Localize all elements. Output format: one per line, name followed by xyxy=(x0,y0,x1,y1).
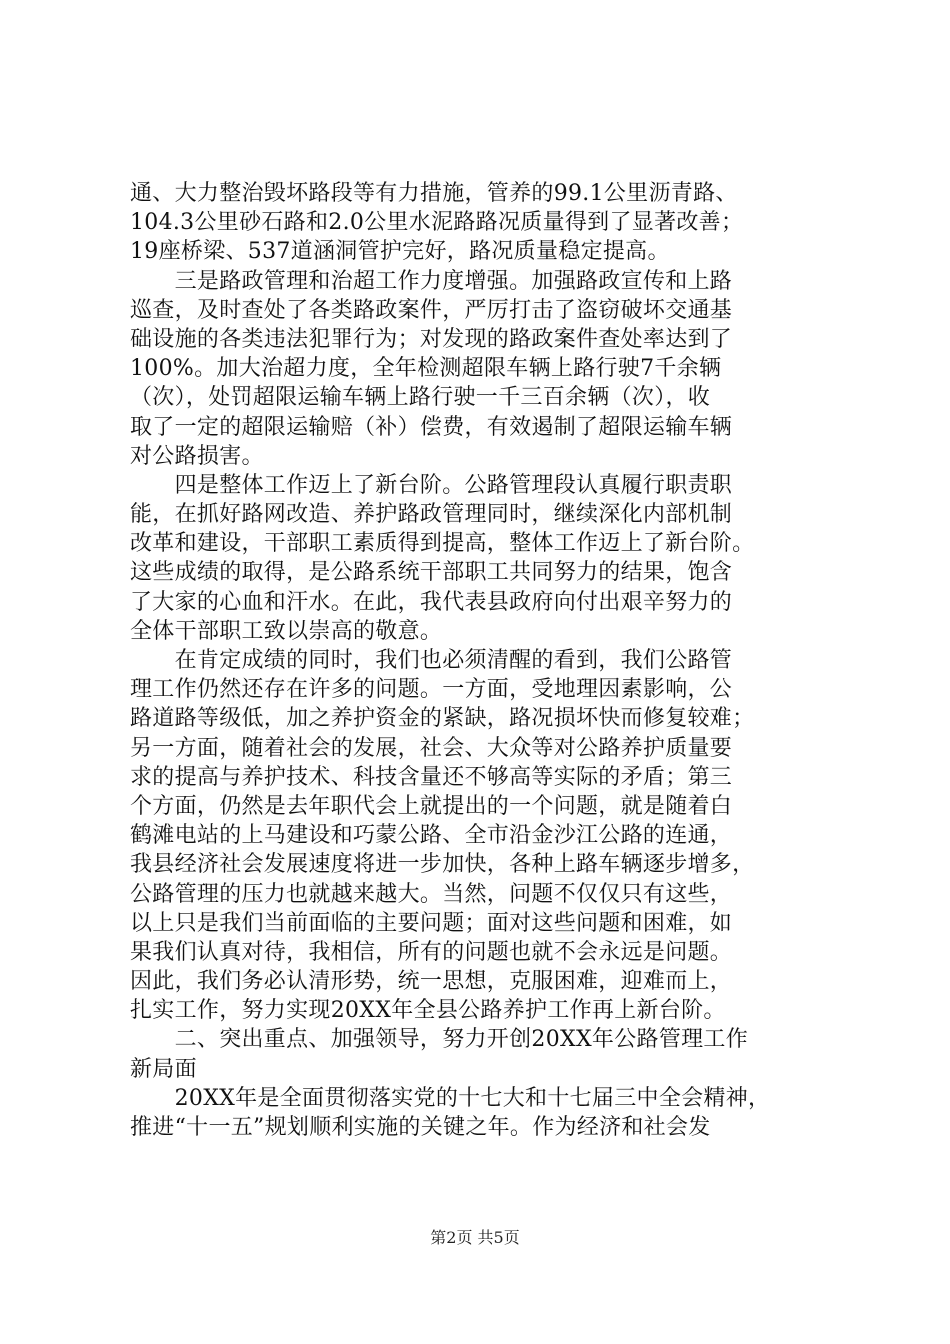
text-line: 我县经济社会发展速度将进一步加快，各种上路车辆逐步增多， xyxy=(130,852,755,878)
text-line: 了大家的心血和汗水。在此，我代表县政府向付出艰辛努力的 xyxy=(130,589,733,615)
text-line: 100%。加大治超力度，全年检测超限车辆上路行驶7千余辆 xyxy=(130,356,722,382)
text-line: 果我们认真对待，我相信，所有的问题也就不会永远是问题。 xyxy=(130,939,733,965)
text-line: 因此，我们务必认清形势，统一思想，克服困难，迎难而上， xyxy=(130,969,733,995)
text-line: 104.3公里砂石路和2.0公里水泥路路况质量得到了显著改善； xyxy=(130,210,744,236)
text-line: 全体干部职工致以崇高的敬意。 xyxy=(130,618,443,644)
text-line: 通、大力整治毁坏路段等有力措施，管养的99.1公里沥青路、 xyxy=(130,181,738,206)
text-line: 以上只是我们当前面临的主要问题；面对这些问题和困难，如 xyxy=(130,910,733,936)
text-line: 鹤滩电站的上马建设和巧蒙公路、全市沿金沙江公路的连通， xyxy=(130,823,733,849)
text-line: 础设施的各类违法犯罪行为；对发现的路政案件查处率达到了 xyxy=(130,326,733,352)
text-line: 推进“十一五”规划顺利实施的关键之年。作为经济和社会发 xyxy=(130,1115,711,1140)
text-line: 求的提高与养护技术、科技含量还不够高等实际的矛盾；第三 xyxy=(130,764,733,790)
text-line: 改革和建设，干部职工素质得到提高，整体工作迈上了新台阶。 xyxy=(130,531,755,557)
text-line: 另一方面，随着社会的发展，社会、大众等对公路养护质量要 xyxy=(130,735,733,761)
text-line: 四是整体工作迈上了新台阶。公路管理段认真履行职责职 xyxy=(130,472,733,498)
text-line: 在肯定成绩的同时，我们也必须清醒的看到，我们公路管 xyxy=(130,648,733,673)
text-line: 三是路政管理和治超工作力度增强。加强路政宣传和上路 xyxy=(130,268,733,294)
text-line: 个方面，仍然是去年职代会上就提出的一个问题，就是随着白 xyxy=(130,793,733,819)
text-line: 扎实工作，努力实现20XX年全县公路养护工作再上新台阶。 xyxy=(130,998,726,1024)
text-line: 能，在抓好路网改造、养护路政管理同时，继续深化内部机制 xyxy=(130,502,733,528)
text-line: 对公路损害。 xyxy=(130,443,264,469)
text-line: 二、突出重点、加强领导，努力开创20XX年公路管理工作 xyxy=(130,1027,749,1053)
text-line: 新局面 xyxy=(130,1056,197,1082)
document-body xyxy=(130,179,830,1142)
page-footer: 第2页 共5页 xyxy=(430,1228,520,1247)
text-line: 理工作仍然还存在许多的问题。一方面，受地理因素影响，公 xyxy=(130,677,733,703)
text-line: 公路管理的压力也就越来越大。当然，问题不仅仅只有这些， xyxy=(130,881,733,907)
text-line: 19座桥梁、537道涵洞管护完好，路况质量稳定提高。 xyxy=(130,239,670,265)
text-line: 20XX年是全面贯彻落实党的十七大和十七届三中全会精神， xyxy=(130,1085,771,1111)
text-line: 这些成绩的取得，是公路系统干部职工共同努力的结果，饱含 xyxy=(130,560,733,586)
text-line: 路道路等级低，加之养护资金的紧缺，路况损坏快而修复较难； xyxy=(130,706,755,732)
text-line: （次），处罚超限运输车辆上路行驶一千三百余辆（次），收 xyxy=(130,385,711,411)
text-line: 巡查，及时查处了各类路政案件，严厉打击了盗窃破坏交通基 xyxy=(130,297,733,323)
text-line: 取了一定的超限运输赔（补）偿费，有效遏制了超限运输车辆 xyxy=(130,414,733,440)
